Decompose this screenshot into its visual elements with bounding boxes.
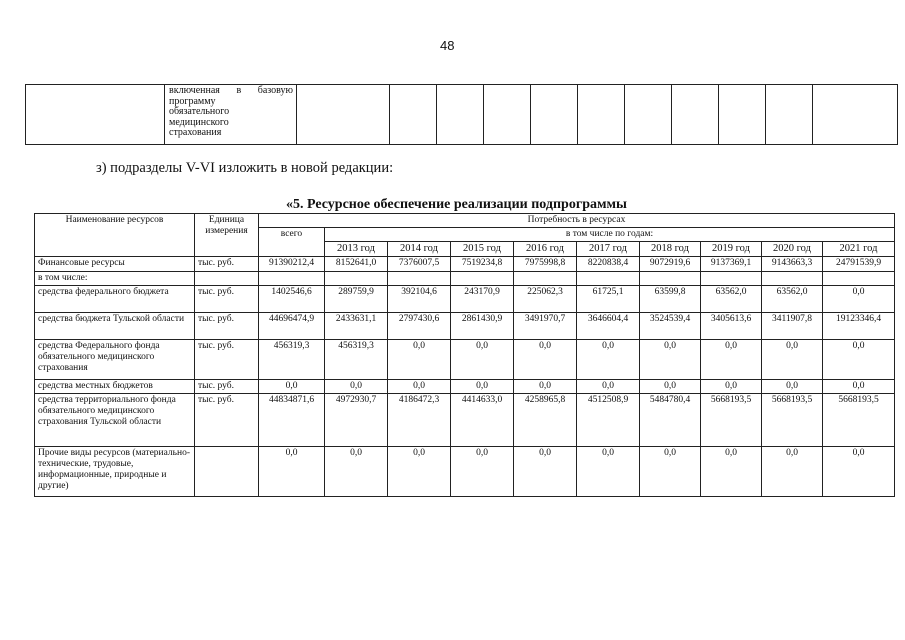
table-row <box>35 394 895 447</box>
row-year-value: 0,0 <box>451 340 514 380</box>
row-year-value: 0,0 <box>514 380 577 394</box>
table-row <box>35 257 895 272</box>
row-year-value: 0,0 <box>823 286 895 313</box>
row-year-value: 0,0 <box>514 447 577 497</box>
row-year-value: 61725,1 <box>577 286 640 313</box>
row-year-value: 0,0 <box>762 447 823 497</box>
row-year-value: 0,0 <box>325 380 388 394</box>
row-year-value: 0,0 <box>701 340 762 380</box>
row-year-value: 0,0 <box>577 340 640 380</box>
top-cell <box>26 85 165 145</box>
row-year-value: 0,0 <box>388 447 451 497</box>
row-year-value: 5484780,4 <box>640 394 701 447</box>
table-row <box>35 380 895 394</box>
row-year-value: 0,0 <box>514 340 577 380</box>
row-year-value: 3524539,4 <box>640 313 701 340</box>
row-unit <box>195 272 259 286</box>
row-unit: тыс. руб. <box>195 257 259 272</box>
row-year-value: 63562,0 <box>762 286 823 313</box>
previous-table-fragment <box>25 84 898 145</box>
row-total: 91390212,4 <box>259 257 325 272</box>
row-total: 1402546,6 <box>259 286 325 313</box>
table-row <box>35 272 895 286</box>
header-year: 2013 год <box>325 242 388 257</box>
row-year-value: 4972930,7 <box>325 394 388 447</box>
row-name: средства федерального бюджета <box>35 286 195 313</box>
row-year-value: 5668193,5 <box>823 394 895 447</box>
row-year-value: 0,0 <box>640 380 701 394</box>
header-unit: Единица измерения <box>195 214 259 257</box>
header-year: 2015 год <box>451 242 514 257</box>
row-total <box>259 272 325 286</box>
row-year-value: 2861430,9 <box>451 313 514 340</box>
row-unit: тыс. руб. <box>195 340 259 380</box>
row-year-value <box>577 272 640 286</box>
row-year-value: 0,0 <box>388 380 451 394</box>
row-year-value: 0,0 <box>577 447 640 497</box>
row-year-value: 24791539,9 <box>823 257 895 272</box>
row-year-value <box>823 272 895 286</box>
row-year-value: 8152641,0 <box>325 257 388 272</box>
top-cell-text <box>165 85 297 145</box>
top-cell <box>297 85 390 145</box>
top-line: страхования <box>169 127 222 138</box>
row-name: средства бюджета Тульской области <box>35 313 195 340</box>
top-cell <box>625 85 672 145</box>
row-year-value: 4258965,8 <box>514 394 577 447</box>
row-year-value: 63599,8 <box>640 286 701 313</box>
row-year-value: 5668193,5 <box>701 394 762 447</box>
row-year-value: 289759,9 <box>325 286 388 313</box>
top-cell <box>766 85 813 145</box>
row-total: 456319,3 <box>259 340 325 380</box>
header-need: Потребность в ресурсах <box>259 214 895 228</box>
row-year-value <box>514 272 577 286</box>
top-cell <box>672 85 719 145</box>
row-year-value: 0,0 <box>823 340 895 380</box>
row-year-value: 3405613,6 <box>701 313 762 340</box>
top-cell <box>531 85 578 145</box>
header-resource-name: Наименование ресурсов <box>35 214 195 257</box>
row-name: средства территориального фонда обязательного медицинского страхования Тульской области <box>35 394 195 447</box>
header-year: 2019 год <box>701 242 762 257</box>
row-year-value: 0,0 <box>577 380 640 394</box>
row-year-value: 4512508,9 <box>577 394 640 447</box>
row-year-value: 243170,9 <box>451 286 514 313</box>
header-year: 2018 год <box>640 242 701 257</box>
top-cell <box>484 85 531 145</box>
resources-table <box>34 213 895 497</box>
row-year-value: 0,0 <box>823 447 895 497</box>
row-year-value: 0,0 <box>640 447 701 497</box>
row-year-value: 0,0 <box>823 380 895 394</box>
top-cell <box>578 85 625 145</box>
header-year: 2016 год <box>514 242 577 257</box>
top-cell <box>719 85 766 145</box>
row-unit: тыс. руб. <box>195 394 259 447</box>
row-year-value: 0,0 <box>451 447 514 497</box>
row-year-value: 0,0 <box>701 380 762 394</box>
table-row <box>35 286 895 313</box>
row-year-value: 4414633,0 <box>451 394 514 447</box>
row-year-value: 9137369,1 <box>701 257 762 272</box>
row-year-value: 0,0 <box>640 340 701 380</box>
header-total: всего <box>259 228 325 257</box>
row-year-value: 0,0 <box>451 380 514 394</box>
row-year-value <box>388 272 451 286</box>
row-year-value: 63562,0 <box>701 286 762 313</box>
row-year-value <box>451 272 514 286</box>
page-number: 48 <box>440 38 455 53</box>
row-year-value: 3491970,7 <box>514 313 577 340</box>
row-year-value: 0,0 <box>325 447 388 497</box>
header-year: 2014 год <box>388 242 451 257</box>
table-row <box>35 447 895 497</box>
row-year-value: 5668193,5 <box>762 394 823 447</box>
row-name: средства местных бюджетов <box>35 380 195 394</box>
header-year: 2021 год <box>823 242 895 257</box>
instruction-text: з) подразделы V-VI изложить в новой редакции: <box>96 160 394 176</box>
row-year-value <box>701 272 762 286</box>
table-row <box>35 340 895 380</box>
top-cell <box>813 85 898 145</box>
row-year-value: 7975998,8 <box>514 257 577 272</box>
row-name: средства Федерального фонда обязательного медицинского страхования <box>35 340 195 380</box>
header-year: 2017 год <box>577 242 640 257</box>
row-year-value: 225062,3 <box>514 286 577 313</box>
row-unit: тыс. руб. <box>195 286 259 313</box>
row-name: в том числе: <box>35 272 195 286</box>
top-line: обязательного <box>169 106 230 117</box>
row-year-value: 2797430,6 <box>388 313 451 340</box>
row-year-value: 456319,3 <box>325 340 388 380</box>
row-year-value: 0,0 <box>762 380 823 394</box>
row-year-value: 9143663,3 <box>762 257 823 272</box>
top-cell <box>437 85 484 145</box>
row-year-value: 19123346,4 <box>823 313 895 340</box>
row-year-value: 4186472,3 <box>388 394 451 447</box>
header-row <box>35 214 895 228</box>
row-unit: тыс. руб. <box>195 380 259 394</box>
header-year: 2020 год <box>762 242 823 257</box>
row-year-value: 0,0 <box>762 340 823 380</box>
top-line: включенная в базовую <box>169 85 293 96</box>
row-year-value: 2433631,1 <box>325 313 388 340</box>
top-line: программу <box>169 95 216 107</box>
row-total: 44834871,6 <box>259 394 325 447</box>
row-year-value: 0,0 <box>388 340 451 380</box>
row-year-value: 8220838,4 <box>577 257 640 272</box>
row-year-value <box>762 272 823 286</box>
row-name: Прочие виды ресурсов (материально-технические, трудовые, информационные, природные и другие) <box>35 447 195 497</box>
row-unit: тыс. руб. <box>195 313 259 340</box>
row-total: 0,0 <box>259 380 325 394</box>
row-year-value <box>325 272 388 286</box>
row-total: 0,0 <box>259 447 325 497</box>
row-year-value: 3646604,4 <box>577 313 640 340</box>
row-year-value <box>640 272 701 286</box>
row-year-value: 7376007,5 <box>388 257 451 272</box>
table-row <box>35 313 895 340</box>
row-year-value: 3411907,8 <box>762 313 823 340</box>
row-unit <box>195 447 259 497</box>
section-title: «5. Ресурсное обеспечение реализации подпрограммы <box>286 197 627 212</box>
row-year-value: 7519234,8 <box>451 257 514 272</box>
top-cell <box>390 85 437 145</box>
top-line: медицинского <box>169 116 229 128</box>
row-year-value: 9072919,6 <box>640 257 701 272</box>
header-by-years: в том числе по годам: <box>325 228 895 242</box>
row-name: Финансовые ресурсы <box>35 257 195 272</box>
row-year-value: 0,0 <box>701 447 762 497</box>
row-total: 44696474,9 <box>259 313 325 340</box>
row-year-value: 392104,6 <box>388 286 451 313</box>
